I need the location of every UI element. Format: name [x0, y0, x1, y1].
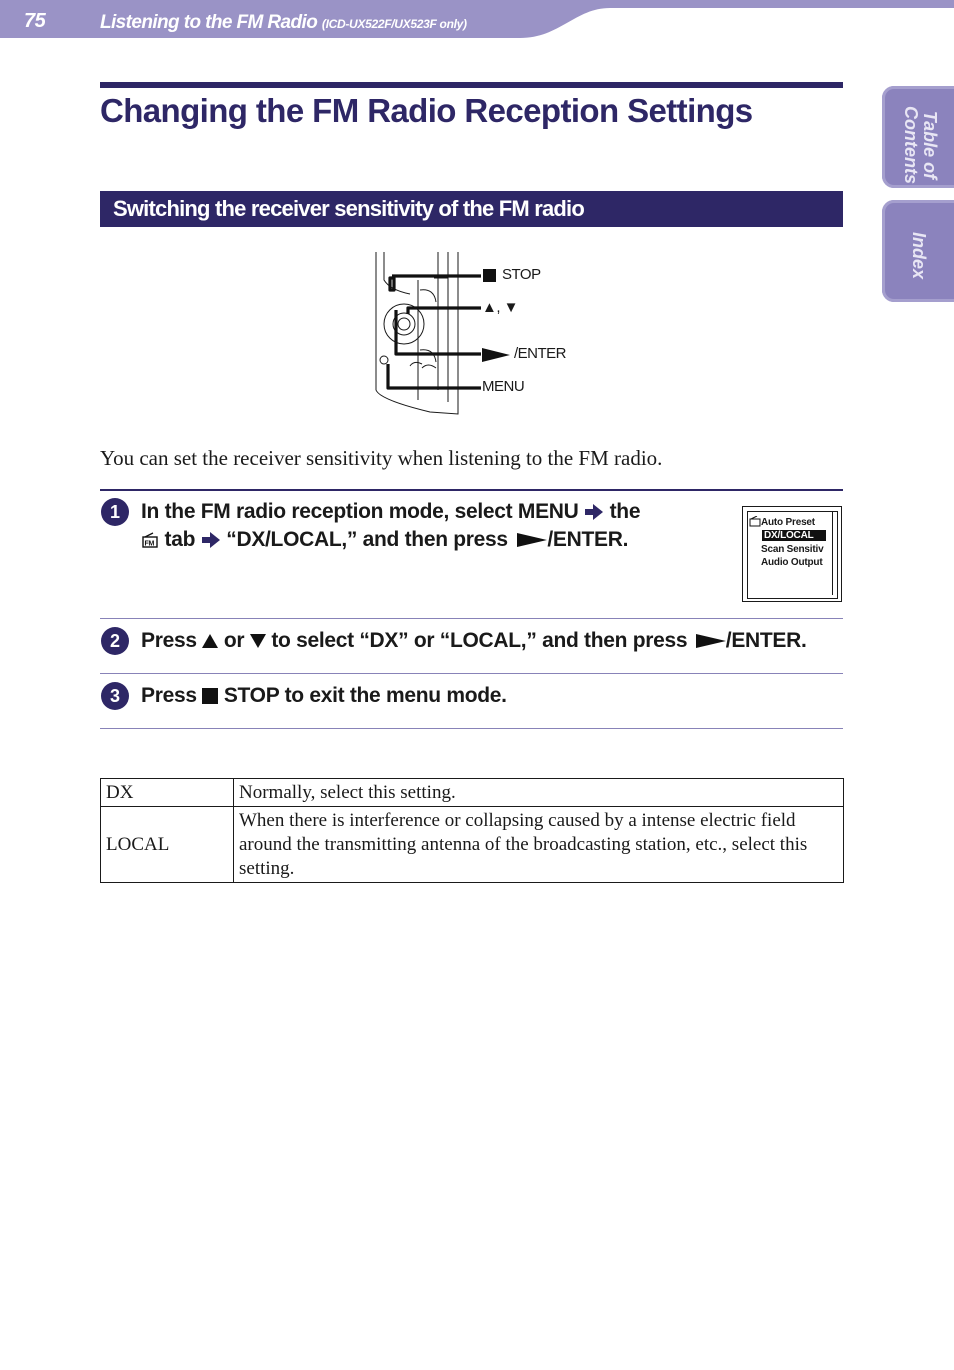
device-illustration: [370, 250, 570, 415]
table-value: When there is interference or collapsing caused by a intense electric field around the transmitting antenna of the broadcasting station, etc., select this setting.: [234, 807, 844, 883]
table-value: Normally, select this setting.: [234, 779, 844, 807]
play-triangle-icon: [482, 348, 510, 362]
chapter-subtitle: (ICD-UX522F/UX523F only): [321, 17, 467, 31]
screen-scrollbar: [832, 511, 833, 595]
rule-step-3: [100, 728, 843, 729]
settings-table: [100, 778, 844, 883]
fm-tab-icon: [749, 516, 761, 527]
arrow-right-icon: [201, 531, 221, 549]
header-band: [0, 0, 954, 42]
rule-step-1: [100, 618, 843, 619]
toc-tab-label: Table of Contents: [901, 106, 940, 184]
section-title: Switching the receiver sensitivity of the FM radio: [113, 196, 585, 221]
enter-label: /ENTER: [514, 345, 567, 362]
step-2-number: 2: [101, 627, 129, 655]
play-triangle-icon: [517, 532, 547, 548]
screen-item: Scan Sensitiv: [761, 544, 824, 555]
table-row: [101, 807, 844, 883]
step-3-number: 3: [101, 682, 129, 710]
menu-screen-thumbnail: [742, 506, 842, 602]
screen-item: Auto Preset: [761, 517, 815, 528]
toc-tab[interactable]: [882, 86, 954, 188]
table-row: [101, 779, 844, 807]
stop-label: STOP: [502, 266, 541, 283]
updown-label: ▲, ▼: [482, 299, 519, 316]
section-header: [100, 191, 843, 227]
down-triangle-icon: [250, 634, 266, 648]
step-1-line-1: In the FM radio reception mode, select MENU the: [141, 500, 641, 523]
step-1-line-2: FM tab “DX/LOCAL,” and then press /ENTER.: [141, 526, 628, 554]
play-triangle-icon: [696, 633, 726, 649]
table-key: DX: [101, 779, 234, 807]
fm-tab-icon: [141, 532, 159, 548]
stop-square-icon: [202, 688, 218, 704]
arrow-right-icon: [584, 503, 604, 521]
index-tab[interactable]: [882, 200, 954, 302]
rule-step-2: [100, 673, 843, 674]
rule-top: [100, 489, 843, 491]
title-rule: [100, 82, 843, 88]
intro-text: You can set the receiver sensitivity when listening to the FM radio.: [100, 446, 663, 470]
menu-label: MENU: [482, 378, 525, 395]
step-2-text: Press or to select “DX” or “LOCAL,” and then press /ENTER.: [141, 629, 807, 652]
stop-square-icon: [483, 269, 496, 282]
up-triangle-icon: [202, 634, 218, 648]
page-title: Changing the FM Radio Reception Settings: [100, 92, 753, 129]
chapter-title[interactable]: Listening to the FM Radio (ICD-UX522F/UX523F only): [100, 12, 467, 33]
index-tab-label: Index: [909, 232, 929, 280]
table-key: LOCAL: [101, 807, 234, 883]
step-1-number: 1: [101, 498, 129, 526]
step-3-text: Press STOP to exit the menu mode.: [141, 684, 507, 707]
screen-item-selected: DX/LOCAL: [762, 530, 826, 541]
page-number: 75: [24, 10, 46, 32]
svg-text:FM: FM: [144, 540, 155, 548]
screen-item: Audio Output: [761, 557, 823, 568]
